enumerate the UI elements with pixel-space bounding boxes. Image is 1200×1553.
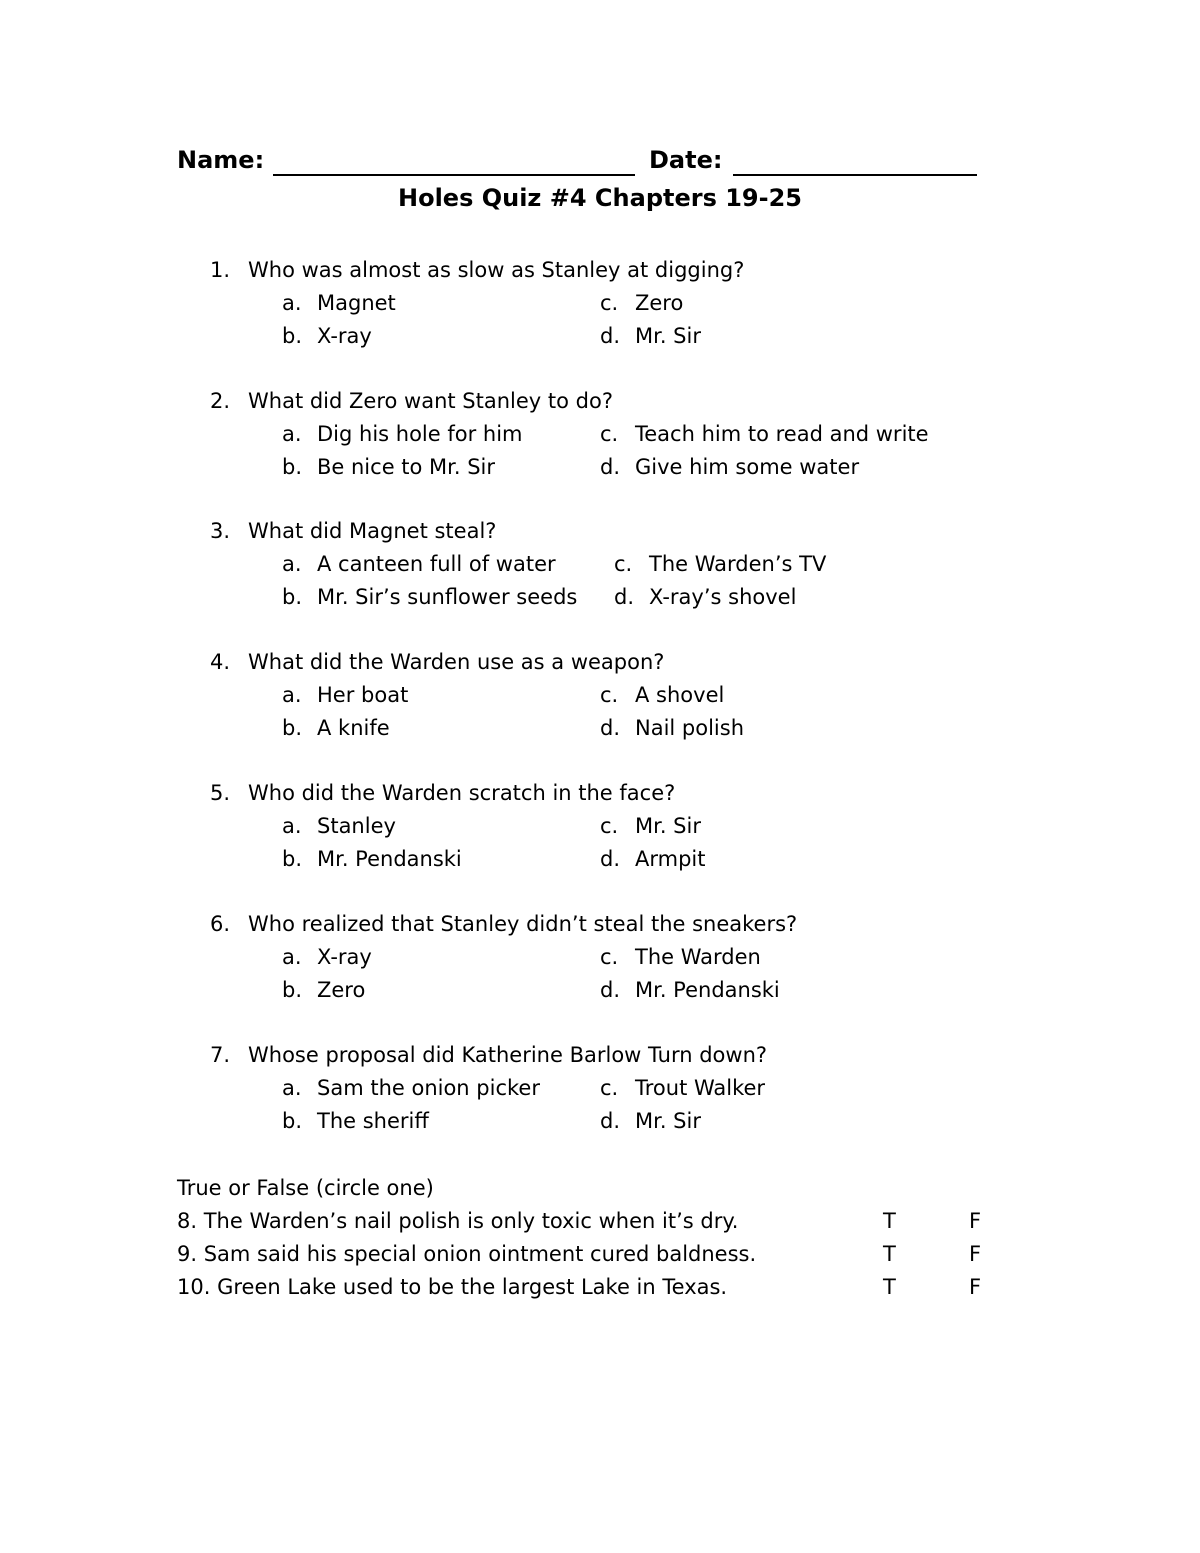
option-letter: b. (282, 455, 303, 479)
answer-option[interactable]: Nail polish (635, 716, 745, 740)
option-letter: c. (600, 945, 619, 969)
answer-option[interactable]: Zero (635, 291, 684, 315)
option-letter: d. (600, 1109, 621, 1133)
option-letter: a. (282, 683, 302, 707)
answer-option[interactable]: Mr. Sir (635, 814, 701, 838)
tf-statement: 10. Green Lake used to be the largest Lake in Texas. (177, 1275, 728, 1299)
tf-true-option[interactable]: T (883, 1242, 896, 1266)
answer-option[interactable]: X-ray (317, 324, 372, 348)
option-letter: d. (600, 324, 621, 348)
question-number: 1. (210, 258, 231, 282)
tf-false-option[interactable]: F (969, 1209, 982, 1233)
option-letter: b. (282, 847, 303, 871)
question-block (210, 258, 1010, 357)
option-letter: a. (282, 552, 302, 576)
answer-option[interactable]: A knife (317, 716, 390, 740)
question-block (210, 781, 1010, 880)
answer-option[interactable]: The Warden (635, 945, 761, 969)
question-text: What did the Warden use as a weapon? (248, 650, 665, 674)
question-block (210, 389, 1010, 488)
option-letter: b. (282, 716, 303, 740)
option-letter: c. (600, 1076, 619, 1100)
quiz-title: Holes Quiz #4 Chapters 19-25 (398, 184, 802, 212)
option-letter: d. (600, 716, 621, 740)
true-false-heading: True or False (circle one) (177, 1176, 434, 1200)
answer-option[interactable]: Sam the onion picker (317, 1076, 540, 1100)
answer-option[interactable]: Trout Walker (635, 1076, 766, 1100)
tf-statement: 9. Sam said his special onion ointment cured baldness. (177, 1242, 757, 1266)
answer-option[interactable]: Mr. Pendanski (317, 847, 462, 871)
question-text: Whose proposal did Katherine Barlow Turn down? (248, 1043, 768, 1067)
question-text: Who did the Warden scratch in the face? (248, 781, 676, 805)
option-letter: d. (600, 978, 621, 1002)
answer-option[interactable]: Be nice to Mr. Sir (317, 455, 496, 479)
option-letter: a. (282, 1076, 302, 1100)
answer-option[interactable]: X-ray (317, 945, 372, 969)
question-number: 5. (210, 781, 231, 805)
true-false-section (177, 1176, 997, 1308)
question-block (210, 1043, 1010, 1142)
tf-true-option[interactable]: T (883, 1275, 896, 1299)
answer-option[interactable]: Mr. Sir (635, 324, 701, 348)
option-letter: d. (600, 455, 621, 479)
answer-option[interactable]: The sheriff (317, 1109, 429, 1133)
option-letter: d. (614, 585, 635, 609)
option-letter: a. (282, 945, 302, 969)
answer-option[interactable]: A shovel (635, 683, 725, 707)
question-block (210, 519, 1010, 618)
answer-option[interactable]: Mr. Sir (635, 1109, 701, 1133)
tf-true-option[interactable]: T (883, 1209, 896, 1233)
option-letter: c. (600, 422, 619, 446)
question-block (210, 650, 1010, 749)
tf-item (177, 1275, 997, 1308)
name-label: Name: (177, 146, 265, 174)
answer-option[interactable]: Dig his hole for him (317, 422, 523, 446)
option-letter: b. (282, 585, 303, 609)
question-text: What did Magnet steal? (248, 519, 497, 543)
option-letter: b. (282, 324, 303, 348)
option-letter: c. (600, 291, 619, 315)
question-number: 2. (210, 389, 231, 413)
option-letter: b. (282, 978, 303, 1002)
question-block (210, 912, 1010, 1011)
tf-false-option[interactable]: F (969, 1275, 982, 1299)
name-blank[interactable] (273, 174, 635, 176)
option-letter: c. (614, 552, 633, 576)
question-number: 4. (210, 650, 231, 674)
option-letter: a. (282, 291, 302, 315)
answer-option[interactable]: X-ray’s shovel (649, 585, 797, 609)
option-letter: c. (600, 814, 619, 838)
answer-option[interactable]: Zero (317, 978, 366, 1002)
date-label: Date: (649, 146, 723, 174)
option-letter: d. (600, 847, 621, 871)
answer-option[interactable]: The Warden’s TV (649, 552, 827, 576)
answer-option[interactable]: A canteen full of water (317, 552, 556, 576)
question-number: 3. (210, 519, 231, 543)
answer-option[interactable]: Mr. Pendanski (635, 978, 780, 1002)
answer-option[interactable]: Give him some water (635, 455, 860, 479)
tf-item (177, 1242, 997, 1275)
question-number: 6. (210, 912, 231, 936)
option-letter: b. (282, 1109, 303, 1133)
question-number: 7. (210, 1043, 231, 1067)
tf-statement: 8. The Warden’s nail polish is only toxic when it’s dry. (177, 1209, 739, 1233)
answer-option[interactable]: Magnet (317, 291, 396, 315)
question-text: Who realized that Stanley didn’t steal the sneakers? (248, 912, 798, 936)
answer-option[interactable]: Teach him to read and write (635, 422, 929, 446)
option-letter: c. (600, 683, 619, 707)
tf-item (177, 1209, 997, 1242)
answer-option[interactable]: Mr. Sir’s sunflower seeds (317, 585, 578, 609)
date-blank[interactable] (733, 174, 977, 176)
tf-false-option[interactable]: F (969, 1242, 982, 1266)
header (177, 146, 987, 182)
question-text: What did Zero want Stanley to do? (248, 389, 613, 413)
option-letter: a. (282, 422, 302, 446)
answer-option[interactable]: Her boat (317, 683, 409, 707)
option-letter: a. (282, 814, 302, 838)
answer-option[interactable]: Stanley (317, 814, 396, 838)
question-text: Who was almost as slow as Stanley at digging? (248, 258, 745, 282)
answer-option[interactable]: Armpit (635, 847, 706, 871)
